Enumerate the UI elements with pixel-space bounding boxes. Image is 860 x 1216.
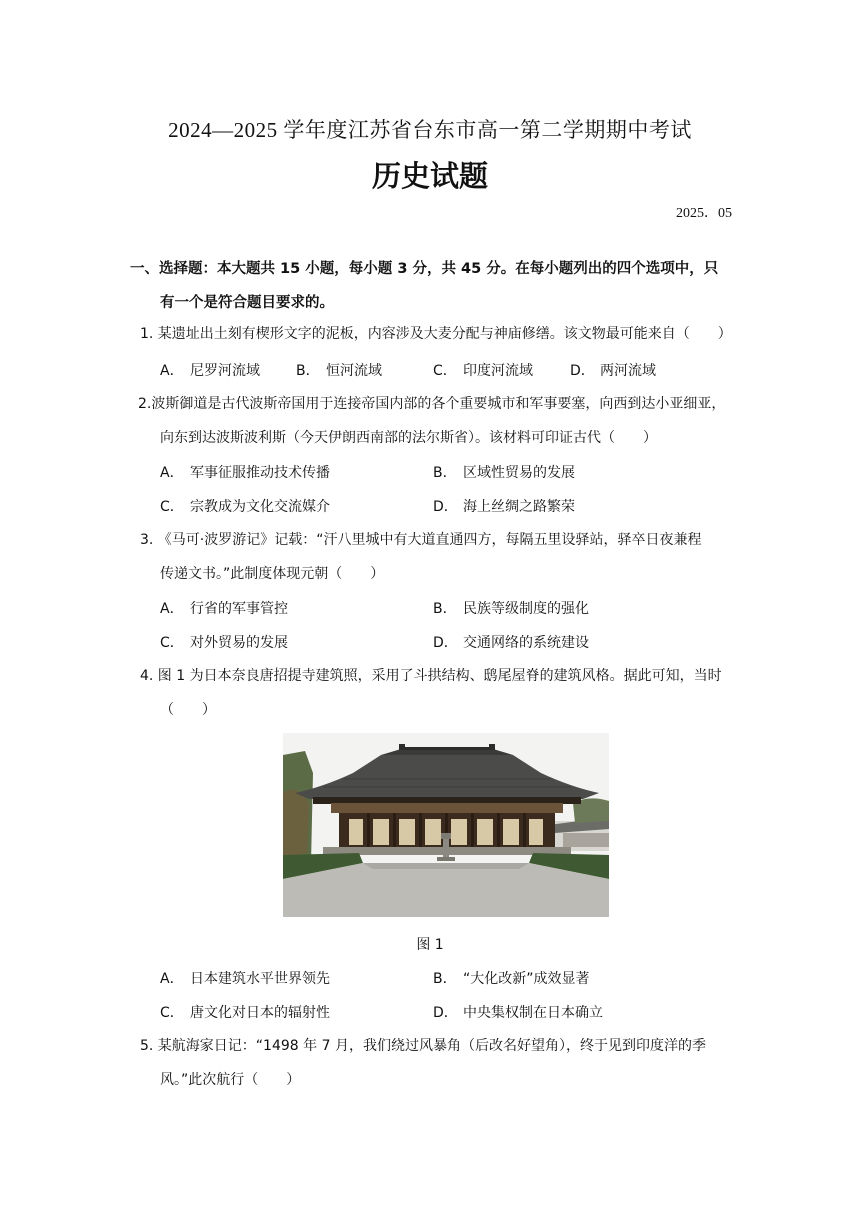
option-text: 唐文化对日本的辐射性 — [190, 1005, 330, 1021]
question-1-option-d[interactable] — [570, 360, 656, 380]
option-text: 日本建筑水平世界领先 — [190, 971, 330, 987]
temple-photo — [283, 733, 609, 917]
option-key: A． — [160, 601, 184, 617]
option-text: 恒河流域 — [326, 363, 382, 379]
question-3-option-c[interactable] — [160, 632, 288, 652]
question-1-option-b[interactable] — [296, 360, 382, 380]
option-text: 两河流域 — [600, 363, 656, 379]
question-2-option-c[interactable] — [160, 496, 330, 516]
option-text: 中央集权制在日本确立 — [463, 1005, 603, 1021]
question-1-option-a[interactable] — [160, 360, 260, 380]
question-1-stem: 1. 某遗址出土刻有楔形文字的泥板，内容涉及大麦分配与神庙修缮。该文物最可能来自（ ） — [140, 326, 732, 342]
option-key: D． — [433, 635, 458, 651]
question-2-option-b[interactable] — [433, 462, 575, 482]
question-4-option-b[interactable] — [433, 968, 590, 988]
option-key: B． — [433, 465, 457, 481]
option-text: 宗教成为文化交流媒介 — [190, 499, 330, 515]
option-text: 海上丝绸之路繁荣 — [463, 499, 575, 515]
question-4-option-d[interactable] — [433, 1002, 603, 1022]
question-3-stem: 3. 《马可·波罗游记》记载：“汗八里城中有大道直通四方，每隔五里设驿站，驿卒日夜兼程 — [140, 532, 702, 548]
option-text: 行省的军事管控 — [190, 601, 288, 617]
option-key: D． — [433, 1005, 458, 1021]
question-3-option-a[interactable] — [160, 598, 288, 618]
option-key: C． — [433, 363, 457, 379]
question-2-stem-cont: 向东到达波斯波利斯（今天伊朗西南部的法尔斯省）。该材料可印证古代（ ） — [160, 430, 657, 446]
question-4-option-c[interactable] — [160, 1002, 330, 1022]
question-3-stem-cont: 传递文书。”此制度体现元朝（ ） — [160, 566, 385, 582]
option-text: 对外贸易的发展 — [190, 635, 288, 651]
option-text: 尼罗河流域 — [190, 363, 260, 379]
subject-title: 历史试题 — [371, 159, 488, 193]
option-text: 区域性贸易的发展 — [463, 465, 575, 481]
section-heading-cont: 有一个是符合题目要求的。 — [160, 295, 334, 311]
question-1-option-c[interactable] — [433, 360, 533, 380]
option-key: C． — [160, 635, 184, 651]
figure-caption: 图 1 — [416, 937, 444, 953]
option-key: C． — [160, 1005, 184, 1021]
question-3-option-b[interactable] — [433, 598, 589, 618]
option-key: A． — [160, 465, 184, 481]
question-5-stem-cont: 风。”此次航行（ ） — [160, 1072, 301, 1088]
option-key: B． — [433, 971, 457, 987]
option-key: B． — [433, 601, 457, 617]
option-text: “大化改新”成效显著 — [463, 971, 590, 987]
exam-date: 2025．05 — [676, 206, 732, 221]
option-key: B． — [296, 363, 320, 379]
section-heading: 一、选择题：本大题共 15 小题，每小题 3 分，共 45 分。在每小题列出的四个选项中，只 — [130, 261, 719, 277]
option-key: A． — [160, 971, 184, 987]
question-5-stem: 5. 某航海家日记：“1498 年 7 月，我们绕过风暴角（后改名好望角），终于见到印度洋的季 — [140, 1038, 706, 1054]
exam-title: 2024—2025 学年度江苏省台东市高一第二学期期中考试 — [168, 118, 692, 142]
question-2-option-d[interactable] — [433, 496, 575, 516]
option-key: D． — [433, 499, 458, 515]
option-text: 印度河流域 — [463, 363, 533, 379]
question-4-stem-cont: （ ） — [160, 702, 216, 718]
option-text: 民族等级制度的强化 — [463, 601, 589, 617]
question-2-option-a[interactable] — [160, 462, 330, 482]
option-key: C． — [160, 499, 184, 515]
option-text: 军事征服推动技术传播 — [190, 465, 330, 481]
question-4-stem: 4. 图 1 为日本奈良唐招提寺建筑照，采用了斗拱结构、鸱尾屋脊的建筑风格。据此可知，当时 — [140, 668, 722, 684]
question-3-option-d[interactable] — [433, 632, 589, 652]
question-2-stem: 2.波斯御道是古代波斯帝国用于连接帝国内部的各个重要城市和军事要塞，向西到达小亚细亚， — [138, 396, 726, 412]
option-key: D． — [570, 363, 595, 379]
option-key: A． — [160, 363, 184, 379]
question-4-option-a[interactable] — [160, 968, 330, 988]
option-text: 交通网络的系统建设 — [463, 635, 589, 651]
